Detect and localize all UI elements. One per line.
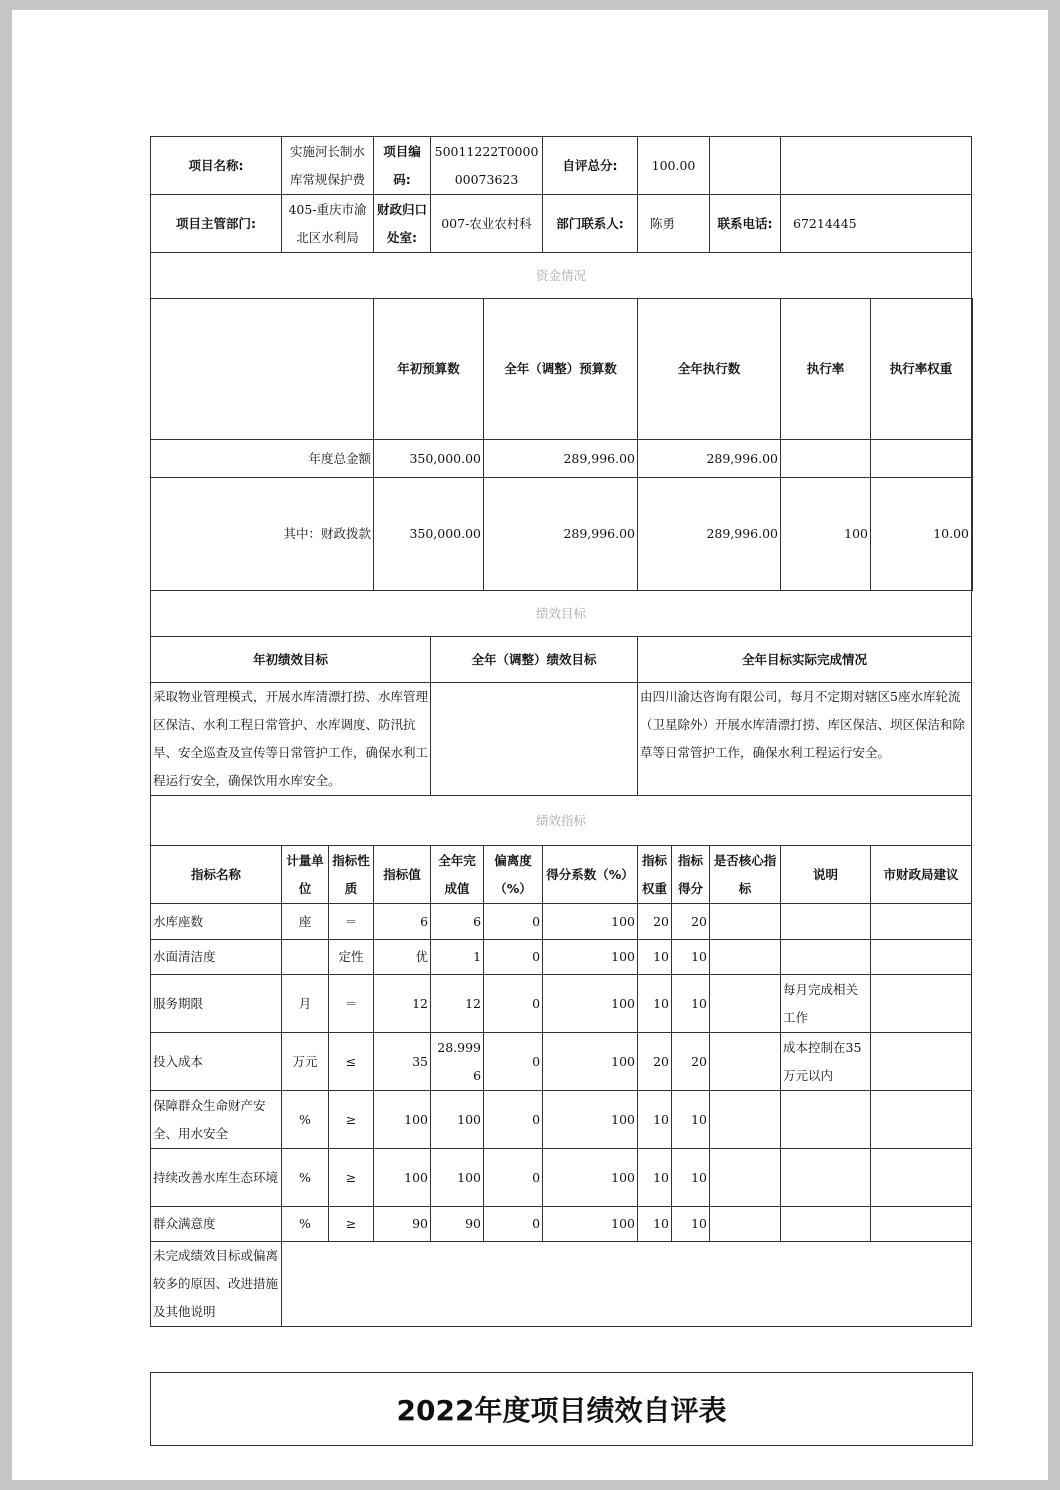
ind-header-core: 是否核心指标: [710, 846, 781, 904]
indicator-done: 1: [431, 940, 484, 975]
indicator-dev: 0: [484, 1207, 543, 1242]
funds-row-budget: 350,000.00: [374, 478, 484, 591]
phone-label: 联系电话:: [710, 195, 781, 253]
indicator-coef: 100: [543, 1149, 638, 1207]
indicator-row: [151, 1149, 973, 1207]
goals-adjusted-text: [431, 683, 638, 796]
funds-row-total: [151, 440, 973, 478]
indicator-dev: 0: [484, 975, 543, 1033]
finance-label: 财政归口处室:: [374, 195, 431, 253]
indicator-score: 20: [672, 1033, 710, 1091]
indicator-unit: %: [282, 1207, 329, 1242]
indicator-advice: [871, 940, 972, 975]
indicator-nature: ≥: [329, 1149, 374, 1207]
indicator-dev: 0: [484, 1149, 543, 1207]
indicator-core: [710, 1149, 781, 1207]
indicator-core: [710, 1207, 781, 1242]
indicator-weight: 10: [638, 940, 672, 975]
indicator-score: 10: [672, 1149, 710, 1207]
indicator-note: [781, 904, 871, 940]
indicator-note: [781, 1091, 871, 1149]
goals-content-row: [151, 683, 973, 796]
funds-row-adjusted: 289,996.00: [484, 478, 638, 591]
indicator-score: 10: [672, 975, 710, 1033]
indicator-coef: 100: [543, 975, 638, 1033]
indicator-name: 水面清洁度: [151, 940, 282, 975]
indicators-section-title: 绩效指标: [151, 796, 972, 846]
phone-value: 67214445: [781, 195, 972, 253]
indicator-weight: 10: [638, 1207, 672, 1242]
funds-section-row: [151, 253, 973, 299]
funds-row-rate: 100: [781, 478, 871, 591]
indicator-weight: 20: [638, 904, 672, 940]
indicator-score: 10: [672, 940, 710, 975]
indicator-unit: 万元: [282, 1033, 329, 1091]
dept-label: 项目主管部门:: [151, 195, 282, 253]
funds-row-executed: 289,996.00: [638, 478, 781, 591]
project-code: 50011222T000000073623: [431, 137, 543, 195]
ind-header-weight: 指标权重: [638, 846, 672, 904]
indicator-score: 10: [672, 1207, 710, 1242]
funds-header-row: [151, 299, 973, 440]
indicator-dev: 0: [484, 1033, 543, 1091]
indicator-value: 90: [374, 1207, 431, 1242]
indicator-row: [151, 940, 973, 975]
indicator-nature: ＝: [329, 975, 374, 1033]
remarks-row: [151, 1242, 973, 1327]
indicator-score: 20: [672, 904, 710, 940]
indicator-advice: [871, 1207, 972, 1242]
score-label: 自评总分:: [543, 137, 638, 195]
indicator-done: 28.9996: [431, 1033, 484, 1091]
funds-row-adjusted: 289,996.00: [484, 440, 638, 478]
funds-row-weight: [871, 440, 972, 478]
funds-row-rate: [781, 440, 871, 478]
indicator-done: 90: [431, 1207, 484, 1242]
empty-cell: [781, 137, 972, 195]
project-name-label: 项目名称:: [151, 137, 282, 195]
indicator-weight: 10: [638, 975, 672, 1033]
indicator-name: 持续改善水库生态环境: [151, 1149, 282, 1207]
indicator-name: 保障群众生命财产安全、用水安全: [151, 1091, 282, 1149]
indicator-unit: %: [282, 1091, 329, 1149]
indicator-done: 12: [431, 975, 484, 1033]
funds-section-title: 资金情况: [151, 253, 972, 299]
indicator-coef: 100: [543, 1091, 638, 1149]
indicator-advice: [871, 904, 972, 940]
ind-header-name: 指标名称: [151, 846, 282, 904]
indicator-advice: [871, 1091, 972, 1149]
indicator-value: 100: [374, 1091, 431, 1149]
indicator-name: 群众满意度: [151, 1207, 282, 1242]
indicator-weight: 20: [638, 1033, 672, 1091]
ind-header-nature: 指标性质: [329, 846, 374, 904]
indicator-nature: 定性: [329, 940, 374, 975]
funds-header-executed: 全年执行数: [638, 299, 781, 440]
indicator-done: 6: [431, 904, 484, 940]
goals-section-title: 绩效目标: [151, 591, 972, 637]
indicator-value: 优: [374, 940, 431, 975]
indicator-name: 水库座数: [151, 904, 282, 940]
indicator-done: 100: [431, 1091, 484, 1149]
project-code-label: 项目编码:: [374, 137, 431, 195]
funds-header-weight: 执行率权重: [871, 299, 972, 440]
indicator-weight: 10: [638, 1149, 672, 1207]
dept-value: 405-重庆市渝北区水利局: [282, 195, 374, 253]
indicators-section-row: [151, 796, 973, 846]
funds-header-budget: 年初预算数: [374, 299, 484, 440]
document-title: 2022年度项目绩效自评表: [150, 1372, 973, 1446]
indicator-core: [710, 975, 781, 1033]
indicator-core: [710, 1033, 781, 1091]
indicator-advice: [871, 975, 972, 1033]
ind-header-value: 指标值: [374, 846, 431, 904]
project-name: 实施河长制水库常规保护费: [282, 137, 374, 195]
indicator-coef: 100: [543, 1207, 638, 1242]
indicator-nature: ≥: [329, 1207, 374, 1242]
indicator-unit: 月: [282, 975, 329, 1033]
goals-header-row: [151, 637, 973, 683]
indicator-note: [781, 940, 871, 975]
indicator-core: [710, 1091, 781, 1149]
ind-header-score: 指标得分: [672, 846, 710, 904]
goals-header-actual: 全年目标实际完成情况: [638, 637, 972, 683]
funds-header-rate: 执行率: [781, 299, 871, 440]
indicator-core: [710, 940, 781, 975]
contact-value: 陈勇: [638, 195, 710, 253]
indicator-row: [151, 904, 973, 940]
self-evaluation-table: [150, 136, 973, 1327]
remarks-label: 未完成绩效目标或偏离较多的原因、改进措施及其他说明: [151, 1242, 282, 1327]
indicator-advice: [871, 1149, 972, 1207]
ind-header-dev: 偏离度（%）: [484, 846, 543, 904]
indicator-nature: ＝: [329, 904, 374, 940]
indicator-note: [781, 1207, 871, 1242]
goals-actual-text: 由四川渝达咨询有限公司，每月不定期对辖区5座水库轮流（卫星除外）开展水库清漂打捞、库区保洁、坝区保洁和除草等日常管护工作，确保水利工程运行安全。: [638, 683, 972, 796]
funds-row-label: 年度总金额: [151, 440, 374, 478]
indicator-dev: 0: [484, 1091, 543, 1149]
ind-header-note: 说明: [781, 846, 871, 904]
finance-value: 007-农业农村科: [431, 195, 543, 253]
indicator-done: 100: [431, 1149, 484, 1207]
indicator-weight: 10: [638, 1091, 672, 1149]
indicator-unit: 座: [282, 904, 329, 940]
indicator-row: [151, 1091, 973, 1149]
score-value: 100.00: [638, 137, 710, 195]
indicators-header-row: [151, 846, 973, 904]
goals-initial-text: 采取物业管理模式，开展水库清漂打捞、水库管理区保洁、水利工程日常管护、水库调度、防汛抗旱、安全巡查及宣传等日常管护工作，确保水利工程运行安全，确保饮用水库安全。: [151, 683, 431, 796]
indicator-nature: ≥: [329, 1091, 374, 1149]
indicator-advice: [871, 1033, 972, 1091]
funds-header-adjusted: 全年（调整）预算数: [484, 299, 638, 440]
indicator-name: 服务期限: [151, 975, 282, 1033]
indicator-score: 10: [672, 1091, 710, 1149]
funds-row-executed: 289,996.00: [638, 440, 781, 478]
indicator-unit: %: [282, 1149, 329, 1207]
indicator-value: 6: [374, 904, 431, 940]
goals-header-adjusted: 全年（调整）绩效目标: [431, 637, 638, 683]
indicator-nature: ≤: [329, 1033, 374, 1091]
indicator-value: 35: [374, 1033, 431, 1091]
indicator-note: [781, 1149, 871, 1207]
funds-row-weight: 10.00: [871, 478, 972, 591]
remarks-value: [282, 1242, 972, 1327]
indicator-row: [151, 1207, 973, 1242]
funds-row-score: [972, 478, 973, 591]
funds-header-score: [972, 299, 973, 440]
info-row-2: [151, 195, 973, 253]
indicator-value: 12: [374, 975, 431, 1033]
indicator-unit: [282, 940, 329, 975]
indicator-coef: 100: [543, 1033, 638, 1091]
indicator-row: [151, 1033, 973, 1091]
funds-row-score: [972, 440, 973, 478]
funds-row-label: 其中：财政拨款: [151, 478, 374, 591]
funds-row-fiscal: [151, 478, 973, 591]
indicator-dev: 0: [484, 940, 543, 975]
ind-header-advice: 市财政局建议: [871, 846, 972, 904]
goals-section-row: [151, 591, 973, 637]
info-row-1: [151, 137, 973, 195]
funds-row-budget: 350,000.00: [374, 440, 484, 478]
empty-cell: [710, 137, 781, 195]
indicator-row: [151, 975, 973, 1033]
indicator-note: 每月完成相关工作: [781, 975, 871, 1033]
indicator-note: 成本控制在35万元以内: [781, 1033, 871, 1091]
funds-header-blank: [151, 299, 374, 440]
indicator-coef: 100: [543, 940, 638, 975]
goals-header-initial: 年初绩效目标: [151, 637, 431, 683]
ind-header-done: 全年完成值: [431, 846, 484, 904]
ind-header-unit: 计量单位: [282, 846, 329, 904]
indicator-dev: 0: [484, 904, 543, 940]
indicator-value: 100: [374, 1149, 431, 1207]
ind-header-coef: 得分系数（%）: [543, 846, 638, 904]
indicator-coef: 100: [543, 904, 638, 940]
contact-label: 部门联系人:: [543, 195, 638, 253]
indicator-name: 投入成本: [151, 1033, 282, 1091]
indicator-core: [710, 904, 781, 940]
